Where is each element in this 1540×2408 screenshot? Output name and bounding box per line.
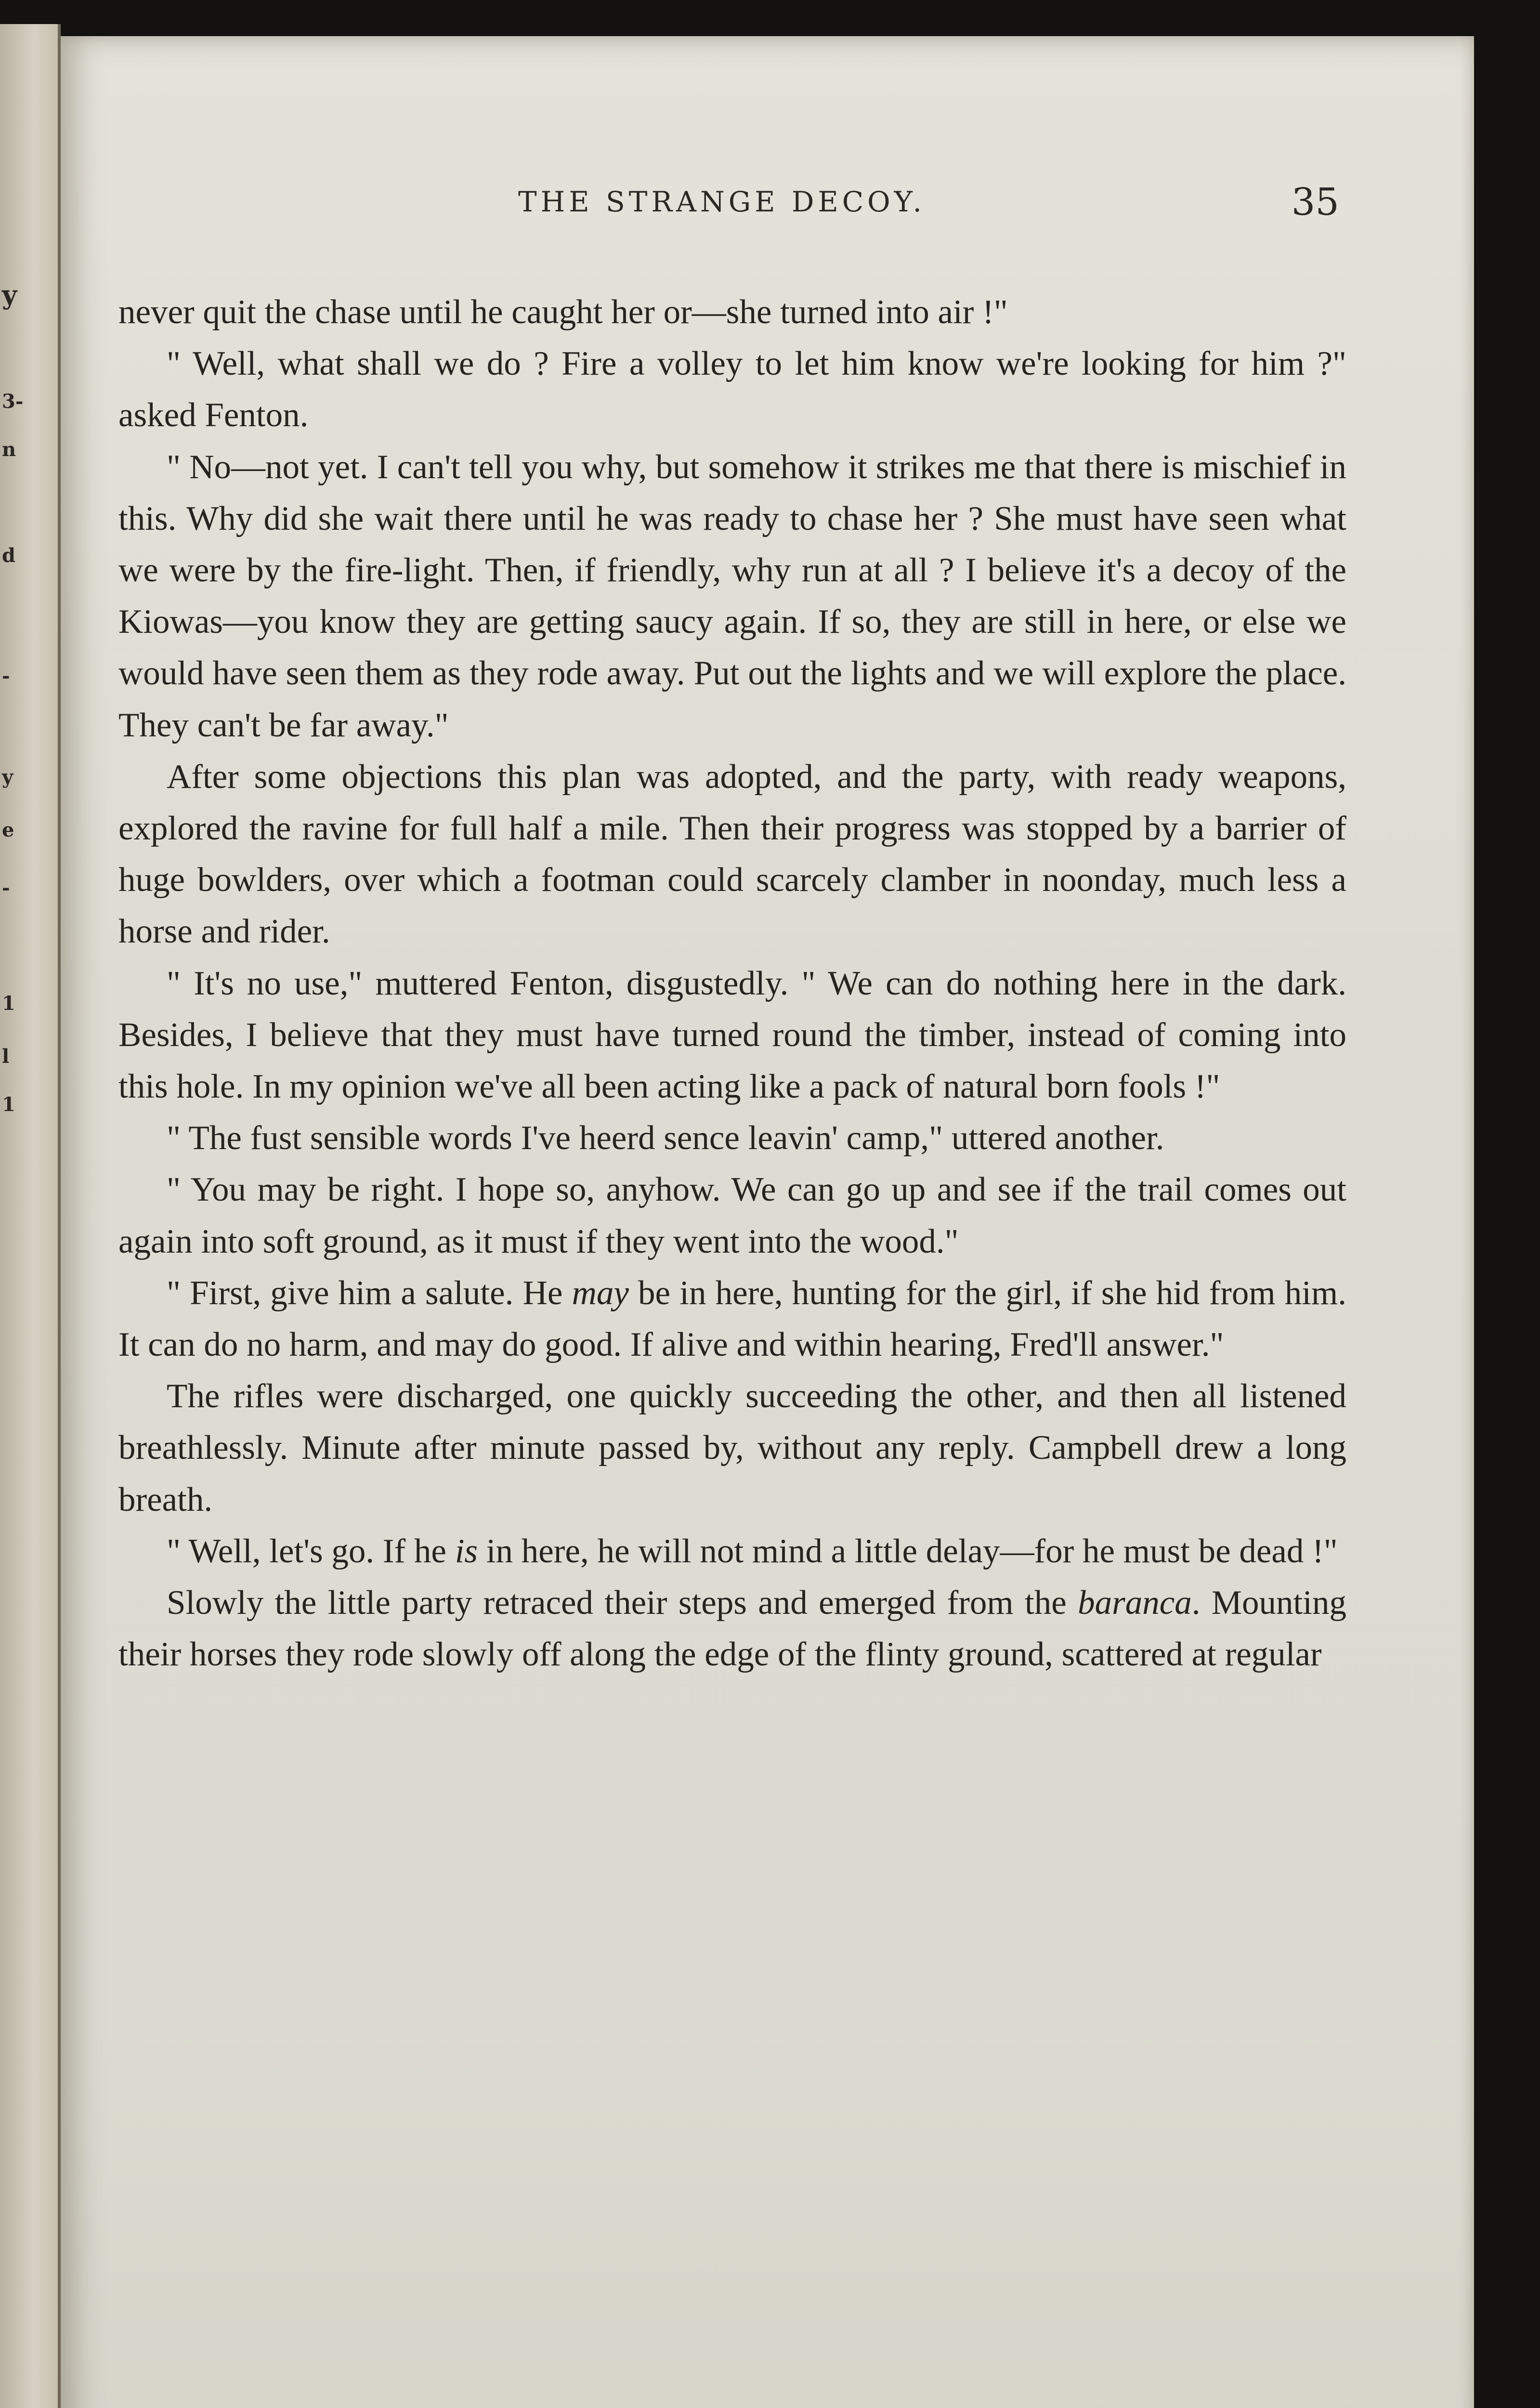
book-page [61,36,1474,2408]
prev-page-fragment: d [2,544,15,567]
prev-page-fragment: y [2,766,13,788]
paragraph: " You may be right. I hope so, anyhow. We can go up and see if the trail comes out again into soft ground, as it must if they went into the wood." [118,1171,1346,1260]
previous-page-edge [0,24,61,2408]
prev-page-fragment: 1 [2,992,15,1015]
prev-page-fragment: l [2,1045,10,1068]
text-run: in here, he will not mind a little delay—for he must be dead !" [478,1532,1338,1570]
prev-page-fragment: n [2,438,16,461]
text-run: " First, give him a salute. He [167,1274,572,1312]
paragraph: never quit the chase until he caught her or—she turned into air !" [118,293,1008,331]
italic-emphasis: baranca [1078,1584,1192,1622]
paragraph: " No—not yet. I can't tell you why, but somehow it strikes me that there is mischief in this. Why did she wait there until he was ready to chase her ? She must have seen what we were by the fire-light. Then, if friendly, why run at all ? I believe it's a decoy of the Kiowas—you know they are getting saucy again. If so, they are still in here, or else we would have seen them as they rode away. Put out the lights and we will explore the place. They can't be far away." [118,448,1346,744]
italic-emphasis: is [455,1532,478,1570]
running-head: THE STRANGE DECOY. [518,185,926,218]
paragraph: " The fust sensible words I've heerd sence leavin' camp," uttered another. [167,1119,1164,1157]
paragraph [118,1268,1346,1371]
text-run: " Well, let's go. If he [167,1532,455,1570]
prev-page-fragment: - [2,877,10,899]
paragraph [118,1526,1346,1577]
prev-page-fragment: 1 [2,1093,15,1116]
paragraph: " Well, what shall we do ? Fire a volley to let him know we're looking for him ?" asked Fenton. [118,345,1346,434]
text-run: Slowly the little party retraced their steps and emerged from the [167,1584,1078,1622]
page-header [61,181,1474,224]
text-run: . Mounting their horses they rode slowly off along the edge of the flinty ground, scattered at regular [118,1584,1347,1674]
prev-page-fragment: - [2,665,10,687]
italic-emphasis: may [572,1274,629,1312]
paragraph: " It's no use," muttered Fenton, disgustedly. " We can do nothing here in the dark. Besides, I believe that they must have turned round the timber, instead of coming into this hole. In my opinion we've all been acting like a pack of natural born fools !" [118,964,1346,1106]
prev-page-fragment: y [2,279,17,310]
text-run: be in here, hunting for the girl, if she hid from him. It can do no harm, and may do good. If alive and within hearing, Fred'll answer." [118,1274,1346,1364]
prev-page-fragment: e [2,819,14,841]
paragraph: After some objections this plan was adopted, and the party, with ready weapons, explored the ravine for full half a mile. Then their progress was stopped by a barrier of huge bowlders, over which a footman could scarcely clamber in noonday, much less a horse and rider. [118,758,1346,951]
body-text [118,287,1346,1680]
paragraph: The rifles were discharged, one quickly succeeding the other, and then all listened breathlessly. Minute after minute passed by, without any reply. Campbell drew a long breath. [118,1377,1346,1518]
paragraph [118,1577,1346,1680]
page-number: 35 [1291,181,1339,224]
prev-page-fragment: 3- [2,390,24,413]
